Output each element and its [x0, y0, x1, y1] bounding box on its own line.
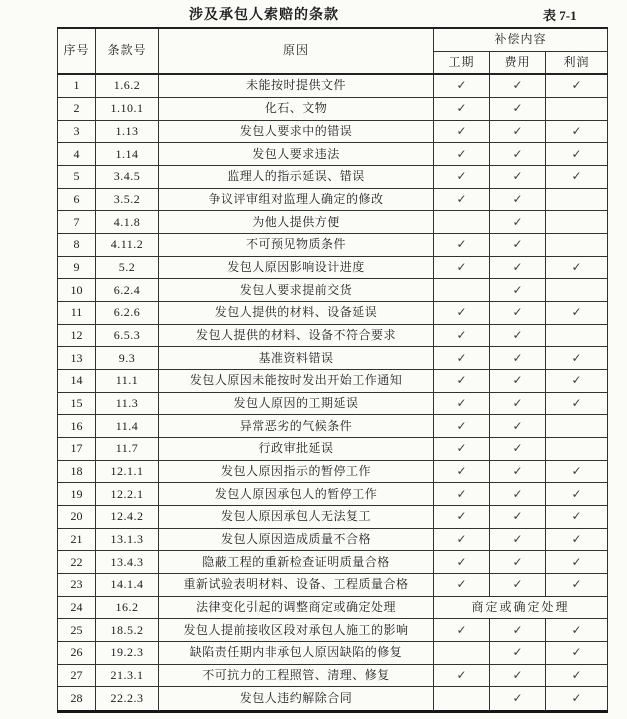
reason-cell: 异常恶劣的气候条件 — [159, 415, 434, 438]
seq-cell: 22 — [58, 551, 96, 574]
clause-cell: 11.1 — [96, 370, 159, 393]
seq-cell: 15 — [58, 392, 96, 415]
clause-cell: 1.13 — [96, 120, 159, 143]
table-row — [58, 664, 608, 687]
reason-cell: 化石、文物 — [159, 97, 434, 120]
table-row — [58, 279, 608, 302]
table-row — [58, 687, 608, 712]
reason-cell: 发包人原因影响设计进度 — [159, 256, 434, 279]
duration-check-cell: ✓ — [434, 256, 490, 279]
duration-check-cell: ✓ — [434, 97, 490, 120]
seq-cell: 16 — [58, 415, 96, 438]
page-header — [0, 0, 627, 27]
table-row — [58, 619, 608, 642]
duration-check-cell: ✓ — [434, 143, 490, 166]
duration-check-cell: ✓ — [434, 551, 490, 574]
cost-check-cell: ✓ — [490, 370, 546, 393]
profit-check-cell: ✓ — [546, 460, 608, 483]
seq-cell: 10 — [58, 279, 96, 302]
cost-check-cell: ✓ — [490, 143, 546, 166]
table-row — [58, 528, 608, 551]
seq-cell: 19 — [58, 483, 96, 506]
duration-check-cell: ✓ — [434, 74, 490, 97]
clause-cell: 11.3 — [96, 392, 159, 415]
reason-cell: 发包人原因承包人的暂停工作 — [159, 483, 434, 506]
table-row — [58, 596, 608, 619]
cost-check-cell: ✓ — [490, 438, 546, 461]
cost-check-cell: ✓ — [490, 460, 546, 483]
duration-check-cell: ✓ — [434, 165, 490, 188]
table-row — [58, 370, 608, 393]
duration-check-cell: ✓ — [434, 415, 490, 438]
table-row — [58, 211, 608, 234]
profit-check-cell — [546, 415, 608, 438]
reason-cell: 行政审批延误 — [159, 438, 434, 461]
profit-check-cell: ✓ — [546, 664, 608, 687]
claims-table-header — [58, 28, 608, 74]
reason-cell: 不可预见物质条件 — [159, 234, 434, 257]
reason-cell: 发包人原因未能按时发出开始工作通知 — [159, 370, 434, 393]
duration-check-cell — [434, 642, 490, 665]
cost-check-cell: ✓ — [490, 97, 546, 120]
duration-check-cell — [434, 687, 490, 712]
profit-check-cell — [546, 279, 608, 302]
cost-check-cell: ✓ — [490, 302, 546, 325]
clause-cell: 3.4.5 — [96, 165, 159, 188]
reason-cell: 缺陷责任期内非承包人原因缺陷的修复 — [159, 642, 434, 665]
cost-check-cell: ✓ — [490, 165, 546, 188]
clause-cell: 12.4.2 — [96, 506, 159, 529]
seq-cell: 25 — [58, 619, 96, 642]
seq-cell: 5 — [58, 165, 96, 188]
header-cost: 费用 — [490, 51, 546, 74]
table-row — [58, 506, 608, 529]
cost-check-cell: ✓ — [490, 392, 546, 415]
reason-cell: 为他人提供方便 — [159, 211, 434, 234]
table-row — [58, 234, 608, 257]
reason-cell: 基准资料错误 — [159, 347, 434, 370]
cost-check-cell: ✓ — [490, 324, 546, 347]
profit-check-cell: ✓ — [546, 687, 608, 712]
table-row — [58, 256, 608, 279]
reason-cell: 监理人的指示延误、错误 — [159, 165, 434, 188]
clause-cell: 3.5.2 — [96, 188, 159, 211]
clause-cell: 4.1.8 — [96, 211, 159, 234]
table-row — [58, 574, 608, 597]
claims-table-body — [58, 74, 608, 712]
clause-cell: 16.2 — [96, 596, 159, 619]
profit-check-cell: ✓ — [546, 506, 608, 529]
reason-cell: 发包人要求中的错误 — [159, 120, 434, 143]
cost-check-cell: ✓ — [490, 551, 546, 574]
profit-check-cell: ✓ — [546, 120, 608, 143]
duration-check-cell: ✓ — [434, 438, 490, 461]
clause-cell: 4.11.2 — [96, 234, 159, 257]
profit-check-cell — [546, 188, 608, 211]
table-row — [58, 188, 608, 211]
reason-cell: 发包人提供的材料、设备延误 — [159, 302, 434, 325]
duration-check-cell: ✓ — [434, 460, 490, 483]
table-row — [58, 302, 608, 325]
clause-cell: 21.3.1 — [96, 664, 159, 687]
table-row — [58, 324, 608, 347]
profit-check-cell — [546, 234, 608, 257]
table-row — [58, 551, 608, 574]
clause-cell: 22.2.3 — [96, 687, 159, 712]
reason-cell: 发包人要求提前交货 — [159, 279, 434, 302]
profit-check-cell: ✓ — [546, 165, 608, 188]
table-row — [58, 347, 608, 370]
seq-cell: 23 — [58, 574, 96, 597]
duration-check-cell: ✓ — [434, 120, 490, 143]
duration-check-cell: ✓ — [434, 188, 490, 211]
seq-cell: 6 — [58, 188, 96, 211]
profit-check-cell — [546, 324, 608, 347]
seq-cell: 12 — [58, 324, 96, 347]
clause-cell: 1.14 — [96, 143, 159, 166]
page-title: 涉及承包人索赔的条款 — [189, 8, 339, 23]
clause-cell: 6.2.6 — [96, 302, 159, 325]
cost-check-cell: ✓ — [490, 120, 546, 143]
profit-check-cell: ✓ — [546, 143, 608, 166]
duration-check-cell: ✓ — [434, 528, 490, 551]
cost-check-cell: ✓ — [490, 211, 546, 234]
reason-cell: 未能按时提供文件 — [159, 74, 434, 97]
profit-check-cell: ✓ — [546, 347, 608, 370]
reason-cell: 发包人原因指示的暂停工作 — [159, 460, 434, 483]
claims-table — [57, 27, 608, 713]
cost-check-cell: ✓ — [490, 279, 546, 302]
cost-check-cell: ✓ — [490, 642, 546, 665]
reason-cell: 发包人原因造成质量不合格 — [159, 528, 434, 551]
cost-check-cell: ✓ — [490, 256, 546, 279]
table-row — [58, 415, 608, 438]
duration-check-cell: ✓ — [434, 483, 490, 506]
clause-cell: 12.1.1 — [96, 460, 159, 483]
header-seq: 序号 — [58, 28, 96, 74]
duration-check-cell: ✓ — [434, 664, 490, 687]
table-row — [58, 483, 608, 506]
cost-check-cell: ✓ — [490, 506, 546, 529]
table-row — [58, 143, 608, 166]
clause-cell: 9.3 — [96, 347, 159, 370]
table-row — [58, 120, 608, 143]
cost-check-cell: ✓ — [490, 415, 546, 438]
duration-check-cell: ✓ — [434, 506, 490, 529]
reason-cell: 发包人要求违法 — [159, 143, 434, 166]
duration-check-cell: ✓ — [434, 370, 490, 393]
clause-cell: 1.10.1 — [96, 97, 159, 120]
clause-cell: 5.2 — [96, 256, 159, 279]
profit-check-cell: ✓ — [546, 528, 608, 551]
table-row — [58, 642, 608, 665]
cost-check-cell: ✓ — [490, 74, 546, 97]
reason-cell: 法律变化引起的调整商定或确定处理 — [159, 596, 434, 619]
table-row — [58, 165, 608, 188]
header-reason: 原因 — [159, 28, 434, 74]
reason-cell: 争议评审组对监理人确定的修改 — [159, 188, 434, 211]
profit-check-cell: ✓ — [546, 551, 608, 574]
clause-cell: 12.2.1 — [96, 483, 159, 506]
seq-cell: 26 — [58, 642, 96, 665]
reason-cell: 不可抗力的工程照管、清理、修复 — [159, 664, 434, 687]
clause-cell: 11.4 — [96, 415, 159, 438]
duration-check-cell: ✓ — [434, 234, 490, 257]
seq-cell: 14 — [58, 370, 96, 393]
seq-cell: 1 — [58, 74, 96, 97]
duration-check-cell — [434, 211, 490, 234]
seq-cell: 17 — [58, 438, 96, 461]
profit-check-cell — [546, 211, 608, 234]
duration-check-cell — [434, 279, 490, 302]
clause-cell: 6.5.3 — [96, 324, 159, 347]
table-number-label: 表 7-1 — [543, 8, 577, 23]
profit-check-cell — [546, 438, 608, 461]
table-row — [58, 438, 608, 461]
table-row — [58, 97, 608, 120]
table-row — [58, 460, 608, 483]
table-row — [58, 392, 608, 415]
profit-check-cell: ✓ — [546, 74, 608, 97]
clause-cell: 6.2.4 — [96, 279, 159, 302]
reason-cell: 发包人原因承包人无法复工 — [159, 506, 434, 529]
clause-cell: 18.5.2 — [96, 619, 159, 642]
duration-check-cell: ✓ — [434, 574, 490, 597]
profit-check-cell: ✓ — [546, 619, 608, 642]
reason-cell: 重新试验表明材料、设备、工程质量合格 — [159, 574, 434, 597]
cost-check-cell: ✓ — [490, 574, 546, 597]
duration-check-cell: ✓ — [434, 392, 490, 415]
seq-cell: 2 — [58, 97, 96, 120]
profit-check-cell: ✓ — [546, 256, 608, 279]
table-row — [58, 74, 608, 97]
seq-cell: 18 — [58, 460, 96, 483]
cost-check-cell: ✓ — [490, 664, 546, 687]
seq-cell: 4 — [58, 143, 96, 166]
cost-check-cell: ✓ — [490, 483, 546, 506]
reason-cell: 发包人提供的材料、设备不符合要求 — [159, 324, 434, 347]
profit-check-cell: ✓ — [546, 642, 608, 665]
seq-cell: 7 — [58, 211, 96, 234]
clause-cell: 19.2.3 — [96, 642, 159, 665]
header-compensation: 补偿内容 — [434, 28, 608, 51]
cost-check-cell: ✓ — [490, 234, 546, 257]
profit-check-cell: ✓ — [546, 302, 608, 325]
seq-cell: 3 — [58, 120, 96, 143]
seq-cell: 13 — [58, 347, 96, 370]
duration-check-cell: ✓ — [434, 324, 490, 347]
cost-check-cell: ✓ — [490, 528, 546, 551]
profit-check-cell: ✓ — [546, 483, 608, 506]
seq-cell: 24 — [58, 596, 96, 619]
clause-cell: 14.1.4 — [96, 574, 159, 597]
clause-cell: 13.4.3 — [96, 551, 159, 574]
duration-check-cell: ✓ — [434, 347, 490, 370]
reason-cell: 发包人违约解除合同 — [159, 687, 434, 712]
seq-cell: 9 — [58, 256, 96, 279]
seq-cell: 11 — [58, 302, 96, 325]
cost-check-cell: ✓ — [490, 188, 546, 211]
reason-cell: 隐蔽工程的重新检查证明质量合格 — [159, 551, 434, 574]
header-profit: 利润 — [546, 51, 608, 74]
cost-check-cell: ✓ — [490, 347, 546, 370]
seq-cell: 27 — [58, 664, 96, 687]
seq-cell: 21 — [58, 528, 96, 551]
clause-cell: 11.7 — [96, 438, 159, 461]
seq-cell: 20 — [58, 506, 96, 529]
profit-check-cell: ✓ — [546, 370, 608, 393]
cost-check-cell: ✓ — [490, 619, 546, 642]
seq-cell: 28 — [58, 687, 96, 712]
profit-check-cell: ✓ — [546, 392, 608, 415]
profit-check-cell — [546, 97, 608, 120]
reason-cell: 发包人原因的工期延误 — [159, 392, 434, 415]
header-duration: 工期 — [434, 51, 490, 74]
profit-check-cell: ✓ — [546, 574, 608, 597]
duration-check-cell: ✓ — [434, 619, 490, 642]
reason-cell: 发包人提前接收区段对承包人施工的影响 — [159, 619, 434, 642]
seq-cell: 8 — [58, 234, 96, 257]
clause-cell: 13.1.3 — [96, 528, 159, 551]
cost-check-cell: ✓ — [490, 687, 546, 712]
clause-cell: 1.6.2 — [96, 74, 159, 97]
header-clause: 条款号 — [96, 28, 159, 74]
duration-check-cell: ✓ — [434, 302, 490, 325]
merged-compensation-cell: 商定或确定处理 — [434, 596, 608, 619]
